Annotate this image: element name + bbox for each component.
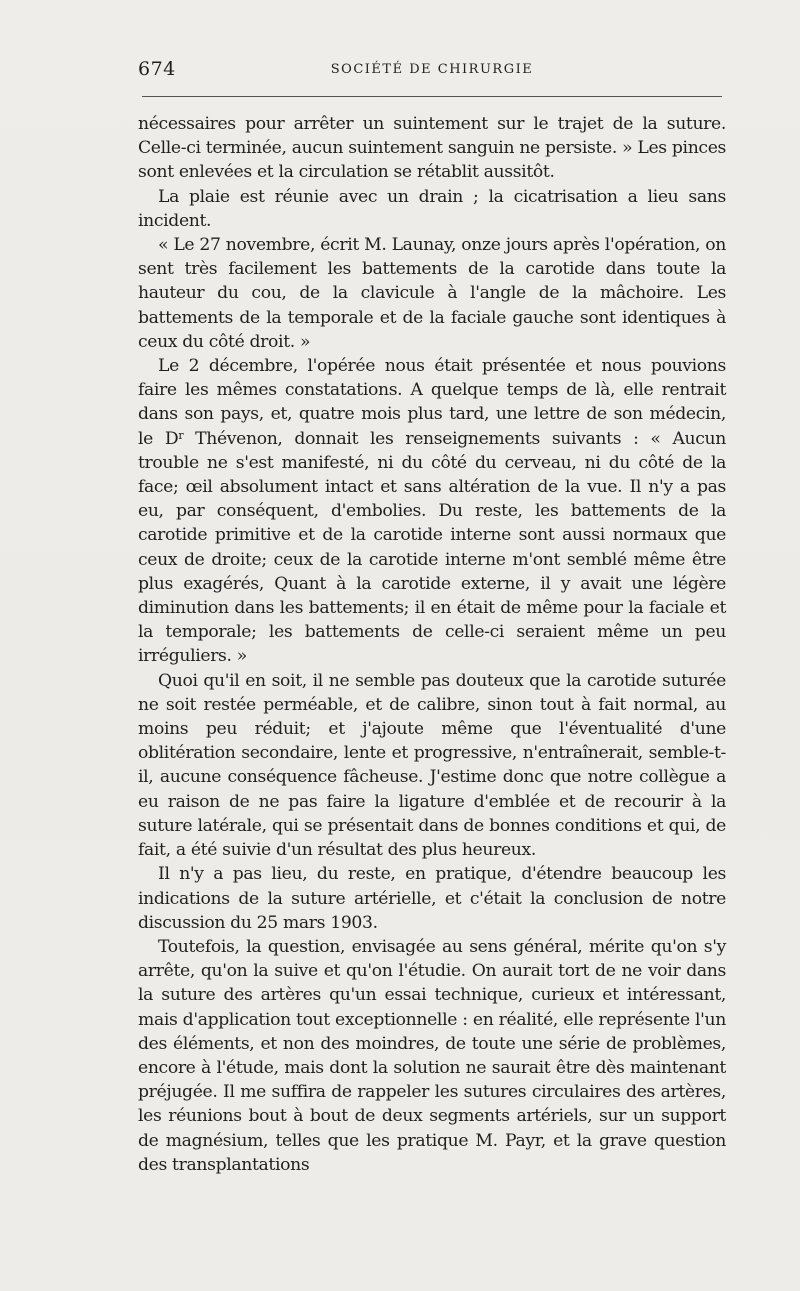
running-title: SOCIÉTÉ DE CHIRURGIE	[330, 62, 534, 77]
paragraph: Toutefois, la question, envisagée au sens général, mérite qu'on s'y arrête, qu'on la suive et qu'on l'étudie. On aurait tort de ne voir dans la suture des artères qu'un essai technique, curieux et intéressant, mais d'application tout exceptionnelle : en réalité, elle représente l'un des éléments, et non des moindres, de toute une série de problèmes, encore à l'étude, mais dont la solution ne saurait être dès maintenant préjugée. Il me suffira de rappeler les sutures circulaires des artères, les réunions bout à bout de deux segments artériels, sur un support de magnésium, telles que les pratique M. Payr, et la grave question des transplantations	[138, 936, 726, 1175]
page-number: 674	[138, 58, 176, 80]
paragraph-text: Thévenon, donnait les renseignements suivants : « Aucun trouble ne s'est manifesté, ni du côté du cerveau, ni du côté de la face; œil absolument intact et sans altération de la vue. Il n'y a pas eu, par conséquent, d'embolies. Du reste, les battements de la carotide primitive et de la carotide interne sont aussi normaux que ceux de droite; ceux de la carotide interne m'ont semblé même être plus exagérés, Quant à la carotide externe, il y avait une légère diminution dans les battements; il en était de même pour la faciale et la temporale; les battements de celle-ci seraient même un peu irréguliers. »	[138, 428, 726, 667]
page-header	[138, 58, 726, 88]
body-text	[138, 112, 726, 1177]
paragraph-doctor-letter	[138, 354, 726, 669]
paragraph-text: Le 2 décembre, l'opérée nous était présentée et nous pouvions faire les mêmes constatations. A quelque temps de là, elle rentrait dans son pays, et, quatre mois plus tard, une lettre de son médecin, le D	[138, 356, 726, 449]
paragraph: Quoi qu'il en soit, il ne semble pas douteux que la carotide suturée ne soit restée perméable, et de calibre, sinon tout à fait normal, au moins peu réduit; et j'ajoute même que l'éventualité d'une oblitération secondaire, lente et progressive, n'entraînerait, semble-t-il, aucune conséquence fâcheuse. J'estime donc que notre collègue a eu raison de ne pas faire la ligature d'emblée et de recourir à la suture latérale, qui se présentait dans de bonnes conditions et qui, de fait, a été suivie d'un résultat des plus heureux.	[138, 670, 726, 861]
paragraph: La plaie est réunie avec un drain ; la cicatrisation a lieu sans incident.	[138, 186, 726, 231]
superscript: r	[178, 428, 184, 442]
paragraph: « Le 27 novembre, écrit M. Launay, onze jours après l'opération, on sent très facilement les battements de la carotide dans toute la hauteur du cou, de la clavicule à l'angle de la mâchoire. Les battements de la temporale et de la faciale gauche sont identiques à ceux du côté droit. »	[138, 235, 726, 352]
paragraph: nécessaires pour arrêter un suintement sur le trajet de la suture. Celle-ci terminée, aucun suintement sanguin ne persiste. » Les pinces sont enlevées et la circulation se rétablit aussitôt.	[138, 114, 726, 183]
header-rule	[142, 96, 722, 97]
paragraph: Il n'y a pas lieu, du reste, en pratique, d'étendre beaucoup les indications de la suture artérielle, et c'était la conclusion de notre discussion du 25 mars 1903.	[138, 864, 726, 933]
